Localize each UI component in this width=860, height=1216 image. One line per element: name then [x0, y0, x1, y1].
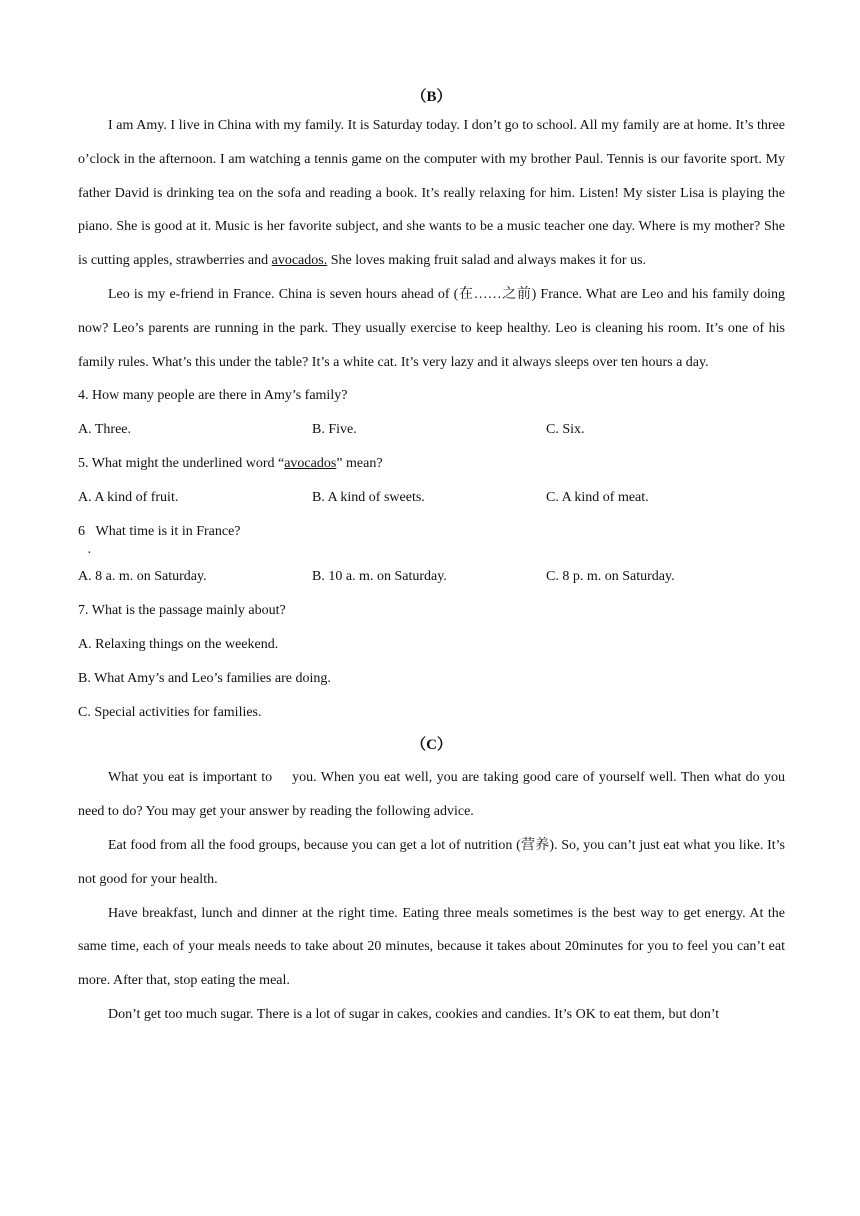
q6-dot-row [78, 548, 785, 560]
q6-option-a: A. 8 a. m. on Saturday. [78, 569, 207, 585]
passage-b-paragraph-2: Leo is my e-friend in France. China is seven hours ahead of (在……之前) France. What are Leo and his family doing now? Leo’s parents are running in the park. They usually exercise to keep healthy. Leo is cleaning his room. It’s one of his family rules. What’s this under the table? It’s a white cat. It’s very lazy and it always sleeps over ten hours a day. [78, 286, 785, 370]
q6-number: 6 [78, 523, 85, 539]
underlined-word-avocados: avocados. [271, 253, 328, 269]
question-5-text [78, 447, 785, 481]
q5-option-a: A. A kind of fruit. [78, 489, 179, 505]
passage-c-p1-end: you. When you eat well, you are taking good care of yourself well. Then what do you need to do? You may get your answer by reading the following advice. [78, 770, 785, 820]
section-c-title: （C） [411, 737, 452, 754]
question-7-text: 7. What is the passage mainly about? [78, 603, 286, 619]
q5-underlined-word: avocados [284, 455, 337, 471]
q4-option-b: B. Five. [312, 422, 357, 438]
passage-c-paragraph-1 [78, 761, 785, 829]
q5-text-start: 5. What might the underlined word “ [78, 455, 285, 471]
q4-option-c: C. Six. [546, 422, 585, 438]
passage-c-paragraph-2: Eat food from all the food groups, because you can get a lot of nutrition (营养). So, you can’t just eat what you like. It’s not good for your health. [78, 837, 785, 887]
passage-c-paragraph-4: Don’t get too much sugar. There is a lot of sugar in cakes, cookies and candies. It’s OK to eat them, but don’t [108, 1006, 720, 1022]
exam-page [78, 85, 785, 1032]
q6-option-c: C. 8 p. m. on Saturday. [546, 569, 675, 585]
q6-dot: · [87, 546, 92, 562]
question-7 [78, 594, 785, 729]
question-4-options [78, 413, 785, 447]
q7-option-c: C. Special activities for families. [78, 704, 262, 720]
question-4-text: 4. How many people are there in Amy’s family? [78, 388, 348, 404]
passage-b-p1-text: I am Amy. I live in China with my family. It is Saturday today. I don’t go to school. All my family are at home. It’s three o’clock in the afternoon. I am watching a tennis game on the computer with my brother Paul. Tennis is our favorite sport. My father David is drinking tea on the sofa and reading a book. It’s really relaxing for him. Listen! My sister Lisa is playing the piano. She is good at it. Music is her favorite subject, and she wants to be a music teacher one day. Where is my mother? She is cutting apples, strawberries and [78, 118, 785, 269]
passage-c-p1-start: What you eat is important to [108, 770, 273, 786]
question-4 [78, 379, 785, 447]
question-6 [78, 515, 785, 595]
q6-question: What time is it in France? [95, 523, 241, 539]
passage-b-p1-end: She loves making fruit salad and always makes it for us. [327, 253, 647, 269]
q5-option-c: C. A kind of meat. [546, 489, 649, 505]
question-5-options [78, 481, 785, 515]
section-b-title: （B） [411, 89, 452, 105]
q5-text-end: ” mean? [336, 455, 383, 471]
question-6-text [78, 515, 785, 549]
passage-c-paragraph-3: Have breakfast, lunch and dinner at the right time. Eating three meals sometimes is the best way to get energy. At the same time, each of your meals needs to take about 20 minutes, because it takes about 20minutes for you to feel you can’t eat more. After that, stop eating the meal. [78, 905, 785, 989]
question-6-options [78, 560, 785, 594]
q6-option-b: B. 10 a. m. on Saturday. [312, 569, 447, 585]
question-5 [78, 447, 785, 515]
passage-b-paragraph-1 [78, 109, 785, 278]
q5-option-b: B. A kind of sweets. [312, 489, 425, 505]
q7-option-a: A. Relaxing things on the weekend. [78, 636, 279, 652]
q4-option-a: A. Three. [78, 422, 131, 438]
q7-option-b: B. What Amy’s and Leo’s families are doing. [78, 670, 331, 686]
